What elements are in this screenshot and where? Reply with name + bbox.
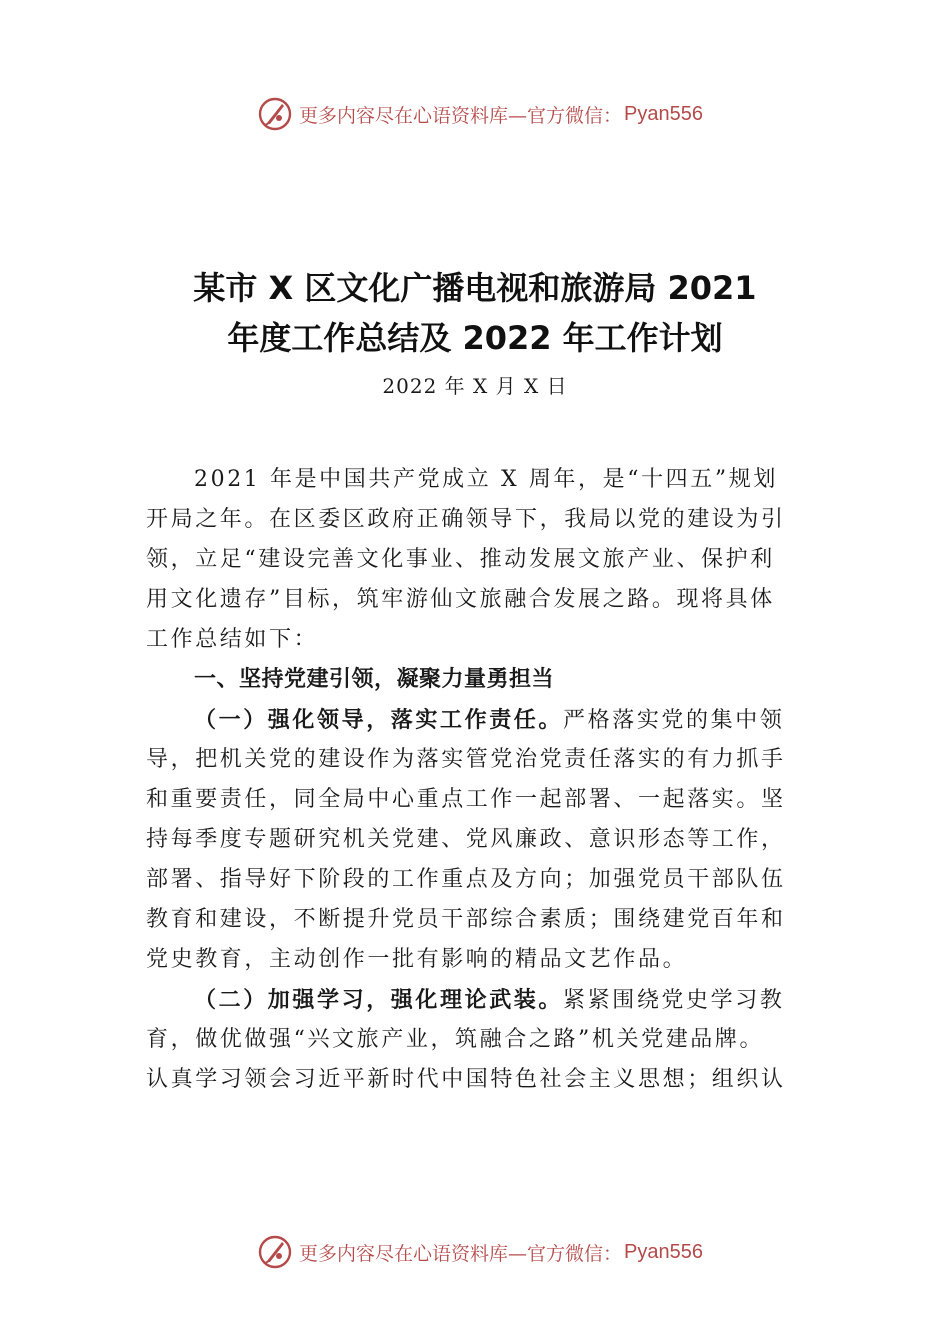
- intro-line: 2021 年是中国共产党成立 X 周年，是“十四五”规划: [194, 467, 778, 492]
- banner-wechat-id: Pyan556: [624, 102, 703, 125]
- paragraph-line: 和重要责任，同全局中心重点工作一起部署、一起落实。坚: [146, 787, 786, 812]
- quill-seal-logo: [257, 1234, 293, 1270]
- header-banner: [0, 92, 950, 136]
- intro-line: 工作总结如下：: [146, 627, 319, 652]
- intro-line: 开局之年。在区委区政府正确领导下，我局以党的建设为引: [146, 507, 786, 532]
- quill-seal-logo: [257, 96, 293, 132]
- subsection-lead: （二）加强学习，强化理论武装。: [194, 987, 564, 1013]
- document-date: 2022 年 X 月 X 日: [382, 374, 568, 398]
- paragraph-line: 教育和建设，不断提升党员干部综合素质；围绕建党百年和: [146, 907, 786, 932]
- subsection-first-line: [146, 700, 810, 740]
- document-body: [146, 460, 810, 1100]
- paragraph-line: 党史教育，主动创作一批有影响的精品文艺作品。: [146, 947, 688, 972]
- paragraph-line: 导，把机关党的建设作为落实管党治党责任落实的有力抓手: [146, 747, 786, 772]
- banner-content: [257, 96, 703, 132]
- paragraph-line: 持每季度专题研究机关党建、党风廉政、意识形态等工作，: [146, 827, 786, 852]
- footer-banner: [0, 1230, 950, 1274]
- paragraph-line: 育，做优做强“兴文旅产业，筑融合之路”机关党建品牌。: [146, 1027, 765, 1052]
- intro-line: 用文化遗存”目标，筑牢游仙文旅融合发展之路。现将具体: [146, 587, 775, 612]
- banner-text: 更多内容尽在心语资料库—官方微信：: [299, 104, 623, 127]
- document-title-line-2: 年度工作总结及 2022 年工作计划: [227, 319, 723, 357]
- paragraph-line: 部署、指导好下阶段的工作重点及方向；加强党员干部队伍: [146, 867, 786, 892]
- subsection-text: 紧紧围绕党史学习教: [563, 988, 785, 1013]
- subsection-first-line: [146, 980, 810, 1020]
- subsection-lead: （一）强化领导，落实工作责任。: [194, 707, 564, 733]
- subsection-text: 严格落实党的集中领: [563, 708, 785, 733]
- banner-text: 更多内容尽在心语资料库—官方微信：: [299, 1242, 623, 1265]
- paragraph-line: 认真学习领会习近平新时代中国特色社会主义思想；组织认: [146, 1067, 786, 1092]
- intro-line: 领，立足“建设完善文化事业、推动发展文旅产业、保护利: [146, 547, 775, 572]
- document-title-line-1: 某市 X 区文化广播电视和旅游局 2021: [193, 269, 757, 307]
- section-heading: 一、坚持党建引领，凝聚力量勇担当: [194, 667, 555, 692]
- banner-wechat-id: Pyan556: [624, 1240, 703, 1263]
- banner-content: [257, 1234, 703, 1270]
